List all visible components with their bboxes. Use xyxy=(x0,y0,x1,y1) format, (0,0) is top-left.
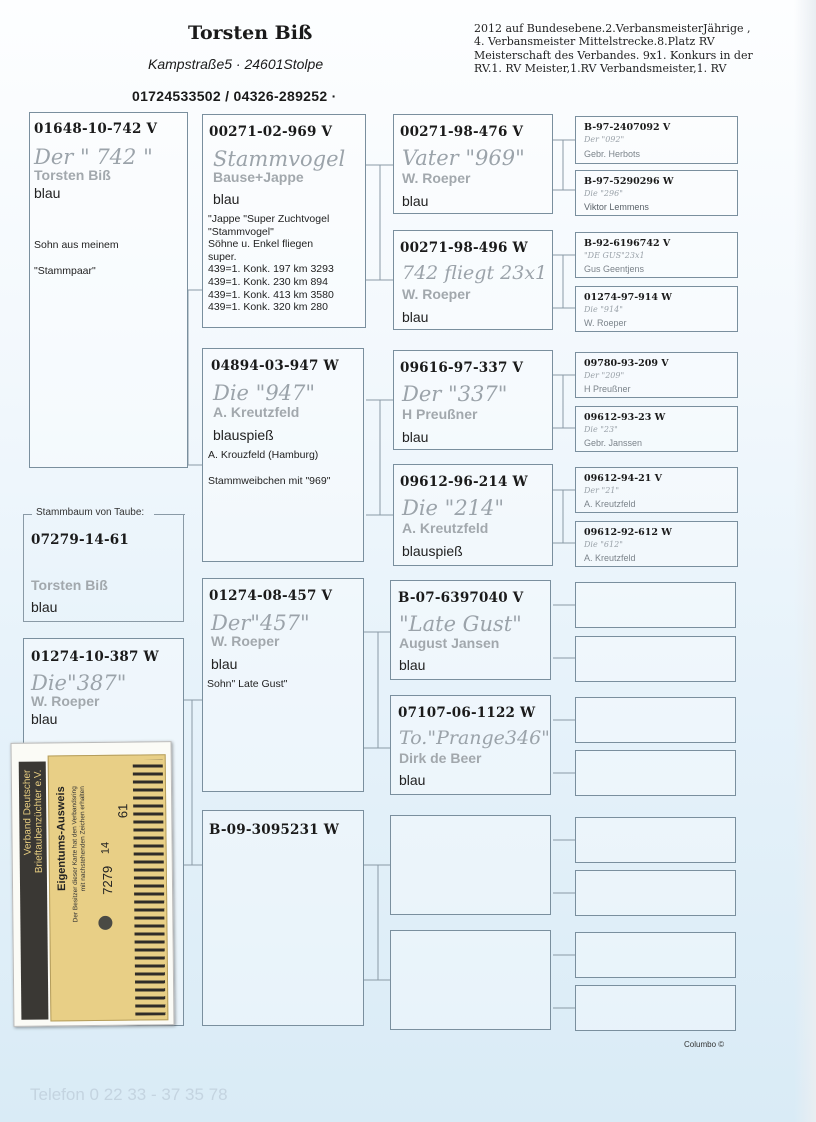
ggp-ring: 09612-93-23 W xyxy=(584,412,666,423)
subject-note-line: "Stammpaar" xyxy=(34,265,96,277)
card-number: 14 xyxy=(99,841,112,855)
grandsire2-box xyxy=(390,580,551,680)
granddam2-color: blau xyxy=(399,772,426,788)
owner-name: Torsten Biß xyxy=(188,22,313,44)
granddam-box xyxy=(393,230,553,330)
great-grandparent-box xyxy=(575,521,738,567)
subject-name: Der " 742 " xyxy=(34,145,153,169)
card-number: 7279 xyxy=(99,865,116,895)
sire-name: Stammvogel xyxy=(213,147,346,171)
grandsire-box xyxy=(393,114,553,214)
empty-ggp-box xyxy=(575,985,736,1031)
ggp-breeder: W. Roeper xyxy=(584,318,627,328)
ggp-breeder: A. Kreutzfeld xyxy=(584,499,636,509)
empty-ggp-box xyxy=(575,870,736,916)
granddam2-box xyxy=(390,695,551,795)
ggp-name: Der "21" xyxy=(584,486,620,495)
grandsire-ring: 09616-97-337 V xyxy=(400,360,524,376)
pigeon-emblem-icon xyxy=(98,916,112,930)
ggp-ring: B-97-5290296 W xyxy=(584,176,674,187)
subject-breeder: Torsten Biß xyxy=(34,167,111,183)
granddam2-name: To."Prange346" xyxy=(399,727,550,749)
great-grandparent-box xyxy=(575,116,738,164)
dam-name: Die "947" xyxy=(213,381,316,405)
sire-note-line: "Jappe "Super Zuchtvogel xyxy=(208,213,330,225)
granddam-name: 742 fliegt 23x1 xyxy=(402,262,548,284)
sire-ring: 00271-02-969 V xyxy=(209,124,333,140)
empty-ggp-box xyxy=(575,750,736,796)
sire-note-line: 439=1. Konk. 230 km 894 xyxy=(208,275,328,288)
subject-note-line: Sohn aus meinem xyxy=(34,239,119,251)
sire-note-line: super. xyxy=(208,250,237,263)
owner-phone: 01724533502 / 04326-289252 · xyxy=(132,88,337,104)
achievements-text: 2012 auf Bundesebene.2.VerbansmeisterJährige , 4. Verbansmeister Mittelstrecke.8.Platz RV Meisterschaft des Verbandes. 9x1. Konkurs in der RV.1. RV Meister,1.RV Verbandsmeister,1. RV xyxy=(474,22,753,75)
grandsire-color: blau xyxy=(402,429,429,445)
sire-note-line: Söhne u. Enkel fliegen xyxy=(208,238,314,251)
subject-ring: 01648-10-742 V xyxy=(34,121,158,137)
sire-note-line: 439=1. Konk. 197 km 3293 xyxy=(208,263,334,276)
sire-box xyxy=(202,114,366,328)
grandsire2-ring: B-07-6397040 V xyxy=(398,590,524,606)
ggp-breeder: Gus Geentjens xyxy=(584,264,645,274)
grandsire-name: Der "337" xyxy=(402,382,508,406)
ggp-name: "DE GUS"23x1 xyxy=(584,251,645,260)
dam-note-line: Stammweibchen mit "969" xyxy=(208,475,331,487)
legend-rule xyxy=(154,514,185,515)
grandsire-name: Vater "969" xyxy=(402,146,525,170)
great-grandparent-box xyxy=(575,286,738,332)
card-pattern-border xyxy=(133,759,166,1015)
ownership-card xyxy=(11,741,175,1027)
second-dam-color: blau xyxy=(31,711,58,727)
granddam-breeder: W. Roeper xyxy=(402,286,471,302)
columbo-copyright: Columbo © xyxy=(684,1040,725,1049)
ggp-name: Der "209" xyxy=(584,371,625,380)
second-dam-name: Die"387" xyxy=(31,671,127,695)
dam-color: blauspieß xyxy=(213,427,274,443)
granddam2-breeder: Dirk de Beer xyxy=(399,750,482,766)
ggp-ring: 09780-93-209 V xyxy=(584,358,669,369)
second-dam-breeder: W. Roeper xyxy=(31,693,100,709)
granddam-color: blau xyxy=(402,309,429,325)
empty-ggp-box xyxy=(575,582,736,628)
dam-breeder: A. Kreutzfeld xyxy=(213,404,300,420)
empty-grandparent-box xyxy=(390,930,551,1030)
ggp-breeder: Viktor Lemmens xyxy=(584,202,649,212)
great-grandparent-box xyxy=(575,406,738,452)
granddam2-ring: 07107-06-1122 W xyxy=(398,705,536,721)
sire2-ring: 01274-08-457 V xyxy=(209,588,333,604)
ggp-breeder: Gebr. Janssen xyxy=(584,438,643,448)
granddam-name: Die "214" xyxy=(402,496,505,520)
granddam-ring: 00271-98-496 W xyxy=(400,240,528,256)
granddam-breeder: A. Kreutzfeld xyxy=(402,520,489,536)
great-grandparent-box xyxy=(575,232,738,278)
sire-note-line: 439=1. Konk. 320 km 280 xyxy=(208,301,328,314)
sire-color: blau xyxy=(213,191,240,207)
sire2-color: blau xyxy=(211,656,238,672)
empty-ggp-box xyxy=(575,932,736,978)
grandsire-box xyxy=(393,350,553,450)
empty-ggp-box xyxy=(575,636,736,682)
card-stripe xyxy=(19,761,49,1019)
dam2-box xyxy=(202,810,364,1026)
sire-breeder: Bause+Jappe xyxy=(213,169,304,185)
second-dam-ring: 01274-10-387 W xyxy=(31,649,159,665)
second-bird-color: blau xyxy=(31,599,58,615)
owner-address: Kampstraße5 · 24601Stolpe xyxy=(148,56,324,72)
ggp-breeder: H Preußner xyxy=(584,384,631,394)
card-number: 61 xyxy=(115,803,131,819)
ggp-ring: B-97-2407092 V xyxy=(584,122,671,133)
sire-note-line: 439=1. Konk. 413 km 3580 xyxy=(208,288,334,301)
card-org-line: Brieftaubenzüchter e.V. xyxy=(32,769,45,874)
grandsire-color: blau xyxy=(402,193,429,209)
ggp-name: Die "612" xyxy=(584,540,623,549)
subject-color: blau xyxy=(34,185,61,201)
sire2-breeder: W. Roeper xyxy=(211,633,280,649)
dam-note-line: A. Krouzfeld (Hamburg) xyxy=(208,449,319,461)
great-grandparent-box xyxy=(575,352,738,398)
grandsire-breeder: W. Roeper xyxy=(402,170,471,186)
card-ownership-panel xyxy=(48,754,169,1021)
great-grandparent-box xyxy=(575,467,738,513)
sire2-box xyxy=(202,578,364,792)
subject-bird-box xyxy=(29,112,188,468)
ggp-name: Die "914" xyxy=(584,305,623,314)
second-bird-box xyxy=(23,507,184,622)
footer-telefon: Telefon 0 22 33 - 37 35 78 xyxy=(30,1085,228,1104)
second-bird-ring: 07279-14-61 xyxy=(31,532,129,548)
ggp-ring: B-92-6196742 V xyxy=(584,238,671,249)
second-bird-legend: Stammbaum von Taube: xyxy=(36,507,145,518)
card-small-line: mit nachstehenden Zeichen erhalten xyxy=(78,786,88,892)
sire2-name: Der"457" xyxy=(211,611,310,635)
grandsire-breeder: H Preußner xyxy=(402,406,478,422)
ggp-ring: 09612-92-612 W xyxy=(584,527,672,538)
sire-notes xyxy=(208,213,366,314)
granddam-color: blauspieß xyxy=(402,543,463,559)
grandsire-ring: 00271-98-476 V xyxy=(400,124,524,140)
ggp-ring: 09612-94-21 V xyxy=(584,473,663,484)
empty-ggp-box xyxy=(575,697,736,743)
ggp-name: Die "296" xyxy=(584,189,623,198)
empty-grandparent-box xyxy=(390,815,551,915)
ggp-ring: 01274-97-914 W xyxy=(584,292,672,303)
grandsire2-breeder: August Jansen xyxy=(399,635,500,651)
ggp-breeder: A. Kreutzfeld xyxy=(584,553,636,563)
sire2-note: Sohn" Late Gust" xyxy=(207,678,288,690)
second-bird-breeder: Torsten Biß xyxy=(31,577,108,593)
dam-box xyxy=(202,348,364,562)
sire-note-line: "Stammvogel" xyxy=(208,225,274,238)
granddam-box xyxy=(393,464,553,566)
ggp-breeder: Gebr. Herbots xyxy=(584,149,641,159)
ggp-name: Der "092" xyxy=(584,135,625,144)
empty-ggp-box xyxy=(575,817,736,863)
dam2-ring: B-09-3095231 W xyxy=(209,822,340,838)
ggp-name: Die "23" xyxy=(584,425,618,434)
card-title: Eigentums-Ausweis xyxy=(54,786,69,891)
great-grandparent-box xyxy=(575,170,738,216)
legend-rule xyxy=(23,514,32,515)
grandsire2-color: blau xyxy=(399,657,426,673)
card-small-line: Der Besitzer dieser Karte hat den Verbandsring xyxy=(70,786,80,923)
dam-ring: 04894-03-947 W xyxy=(211,358,339,374)
grandsire2-name: "Late Gust" xyxy=(399,612,522,636)
card-org-line: Verband Deutscher xyxy=(21,769,34,856)
granddam-ring: 09612-96-214 W xyxy=(400,474,528,490)
